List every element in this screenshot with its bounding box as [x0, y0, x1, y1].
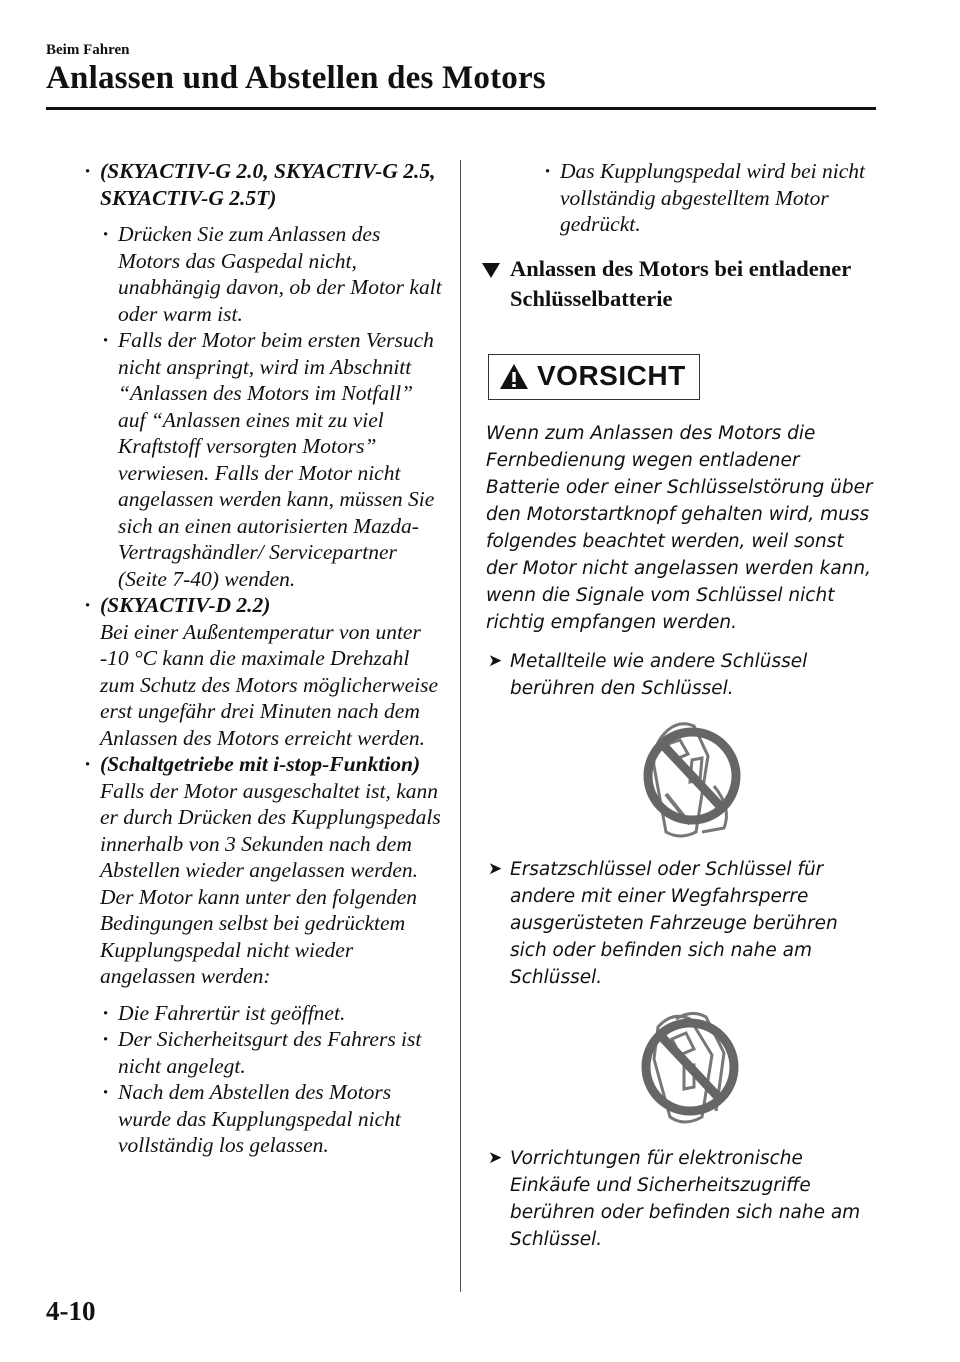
sub-bullet-first-attempt: · Falls der Motor beim ersten Versuch nicht anspringt, wird im Abschnitt “Anlassen des Motors im Notfall” auf “Anlassen eines mit zu viel Kraftstoff versorgten Motors” verwiesen. Falls der Motor nicht angelassen werden kann, müssen Sie sich an einen autorisierten Mazda-Vertragshändler/ Servicepartner (Seite 7-40) wenden.: [100, 327, 442, 592]
key-with-metal-illustration: [628, 716, 748, 844]
bullet-skyactiv-d: · (SKYACTIV-D 2.2): [82, 592, 442, 619]
warning-item-metal: ➤ Metallteile wie andere Schlüssel berühren den Schlüssel.: [488, 648, 878, 702]
sub-bullet-clutch-released: · Nach dem Abstellen des Motors wurde das Kupplungspedal nicht vollständig los gelassen.: [100, 1079, 442, 1159]
sub-bullet-gas-pedal: · Drücken Sie zum Anlassen des Motors das Gaspedal nicht, unabhängig davon, ob der Motor kalt oder warm ist.: [100, 221, 442, 327]
caution-label: VORSICHT: [537, 360, 686, 392]
right-column: [488, 158, 878, 1253]
section-label: Beim Fahren: [46, 42, 130, 58]
bullet-i-stop: · (Schaltgetriebe mit i-stop-Funktion): [82, 751, 442, 778]
sub-bullet-clutch-pressed: · Das Kupplungspedal wird bei nicht vollständig abgestelltem Motor gedrückt.: [542, 158, 878, 238]
arrowhead-icon: ➤: [488, 650, 503, 671]
skyactiv-d-text: Bei einer Außentemperatur von unter -10 °C kann die maximale Drehzahl zum Schutz des Motors möglicherweise erst ungefähr drei Minuten nach dem Anlassen des Motors erreicht werden.: [100, 619, 438, 750]
caution-paragraph: Wenn zum Anlassen des Motors die Fernbedienung wegen entladener Batterie oder einer Schlüsselstörung über den Motorstartknopf gehalten wird, muss folgendes beachtet werden, weil sonst der Motor nicht angelassen werden kann, wenn die Signale vom Schlüssel nicht richtig empfangen werden.: [486, 422, 873, 633]
sub-bullet-seatbelt: · Der Sicherheitsgurt des Fahrers ist nicht angelegt.: [100, 1026, 442, 1079]
left-column: [82, 158, 442, 1159]
warning-item-spare-key: ➤ Ersatzschlüssel oder Schlüssel für andere mit einer Wegfahrsperre ausgerüsteten Fahrzeuge berühren sich oder befinden sich nahe am Schlüssel.: [488, 856, 878, 991]
i-stop-text-1: Falls der Motor ausgeschaltet ist, kann er durch Drücken des Kupplungspedals innerhalb von 3 Sekunden nach dem Abstellen wieder angelassen werden.: [100, 778, 441, 882]
section-heading: Anlassen des Motors bei entladener Schlüsselbatterie: [482, 254, 878, 314]
arrowhead-icon: ➤: [488, 1147, 503, 1168]
i-stop-text-2: Der Motor kann unter den folgenden Bedingungen selbst bei gedrücktem Kupplungspedal nicht wieder angelassen werden:: [100, 884, 418, 988]
bullet-skyactiv-g: · (SKYACTIV-G 2.0, SKYACTIV-G 2.5, SKYACTIV-G 2.5T): [82, 158, 442, 211]
header-rule: [46, 107, 876, 110]
warning-icon: [499, 363, 529, 390]
caution-box: [488, 354, 700, 400]
warning-item-devices: ➤ Vorrichtungen für elektronische Einkäufe und Sicherheitszugriffe berühren oder befinden sich nahe am Schlüssel.: [488, 1145, 878, 1253]
arrowhead-icon: ➤: [488, 858, 503, 879]
page-number: 4-10: [46, 1296, 96, 1326]
page-title: Anlassen und Abstellen des Motors: [46, 60, 546, 96]
sub-bullet-door-open: · Die Fahrertür ist geöffnet.: [100, 1000, 442, 1027]
column-divider: [460, 160, 461, 1292]
triangle-marker-icon: [482, 263, 500, 278]
two-keys-illustration: [628, 1005, 748, 1133]
